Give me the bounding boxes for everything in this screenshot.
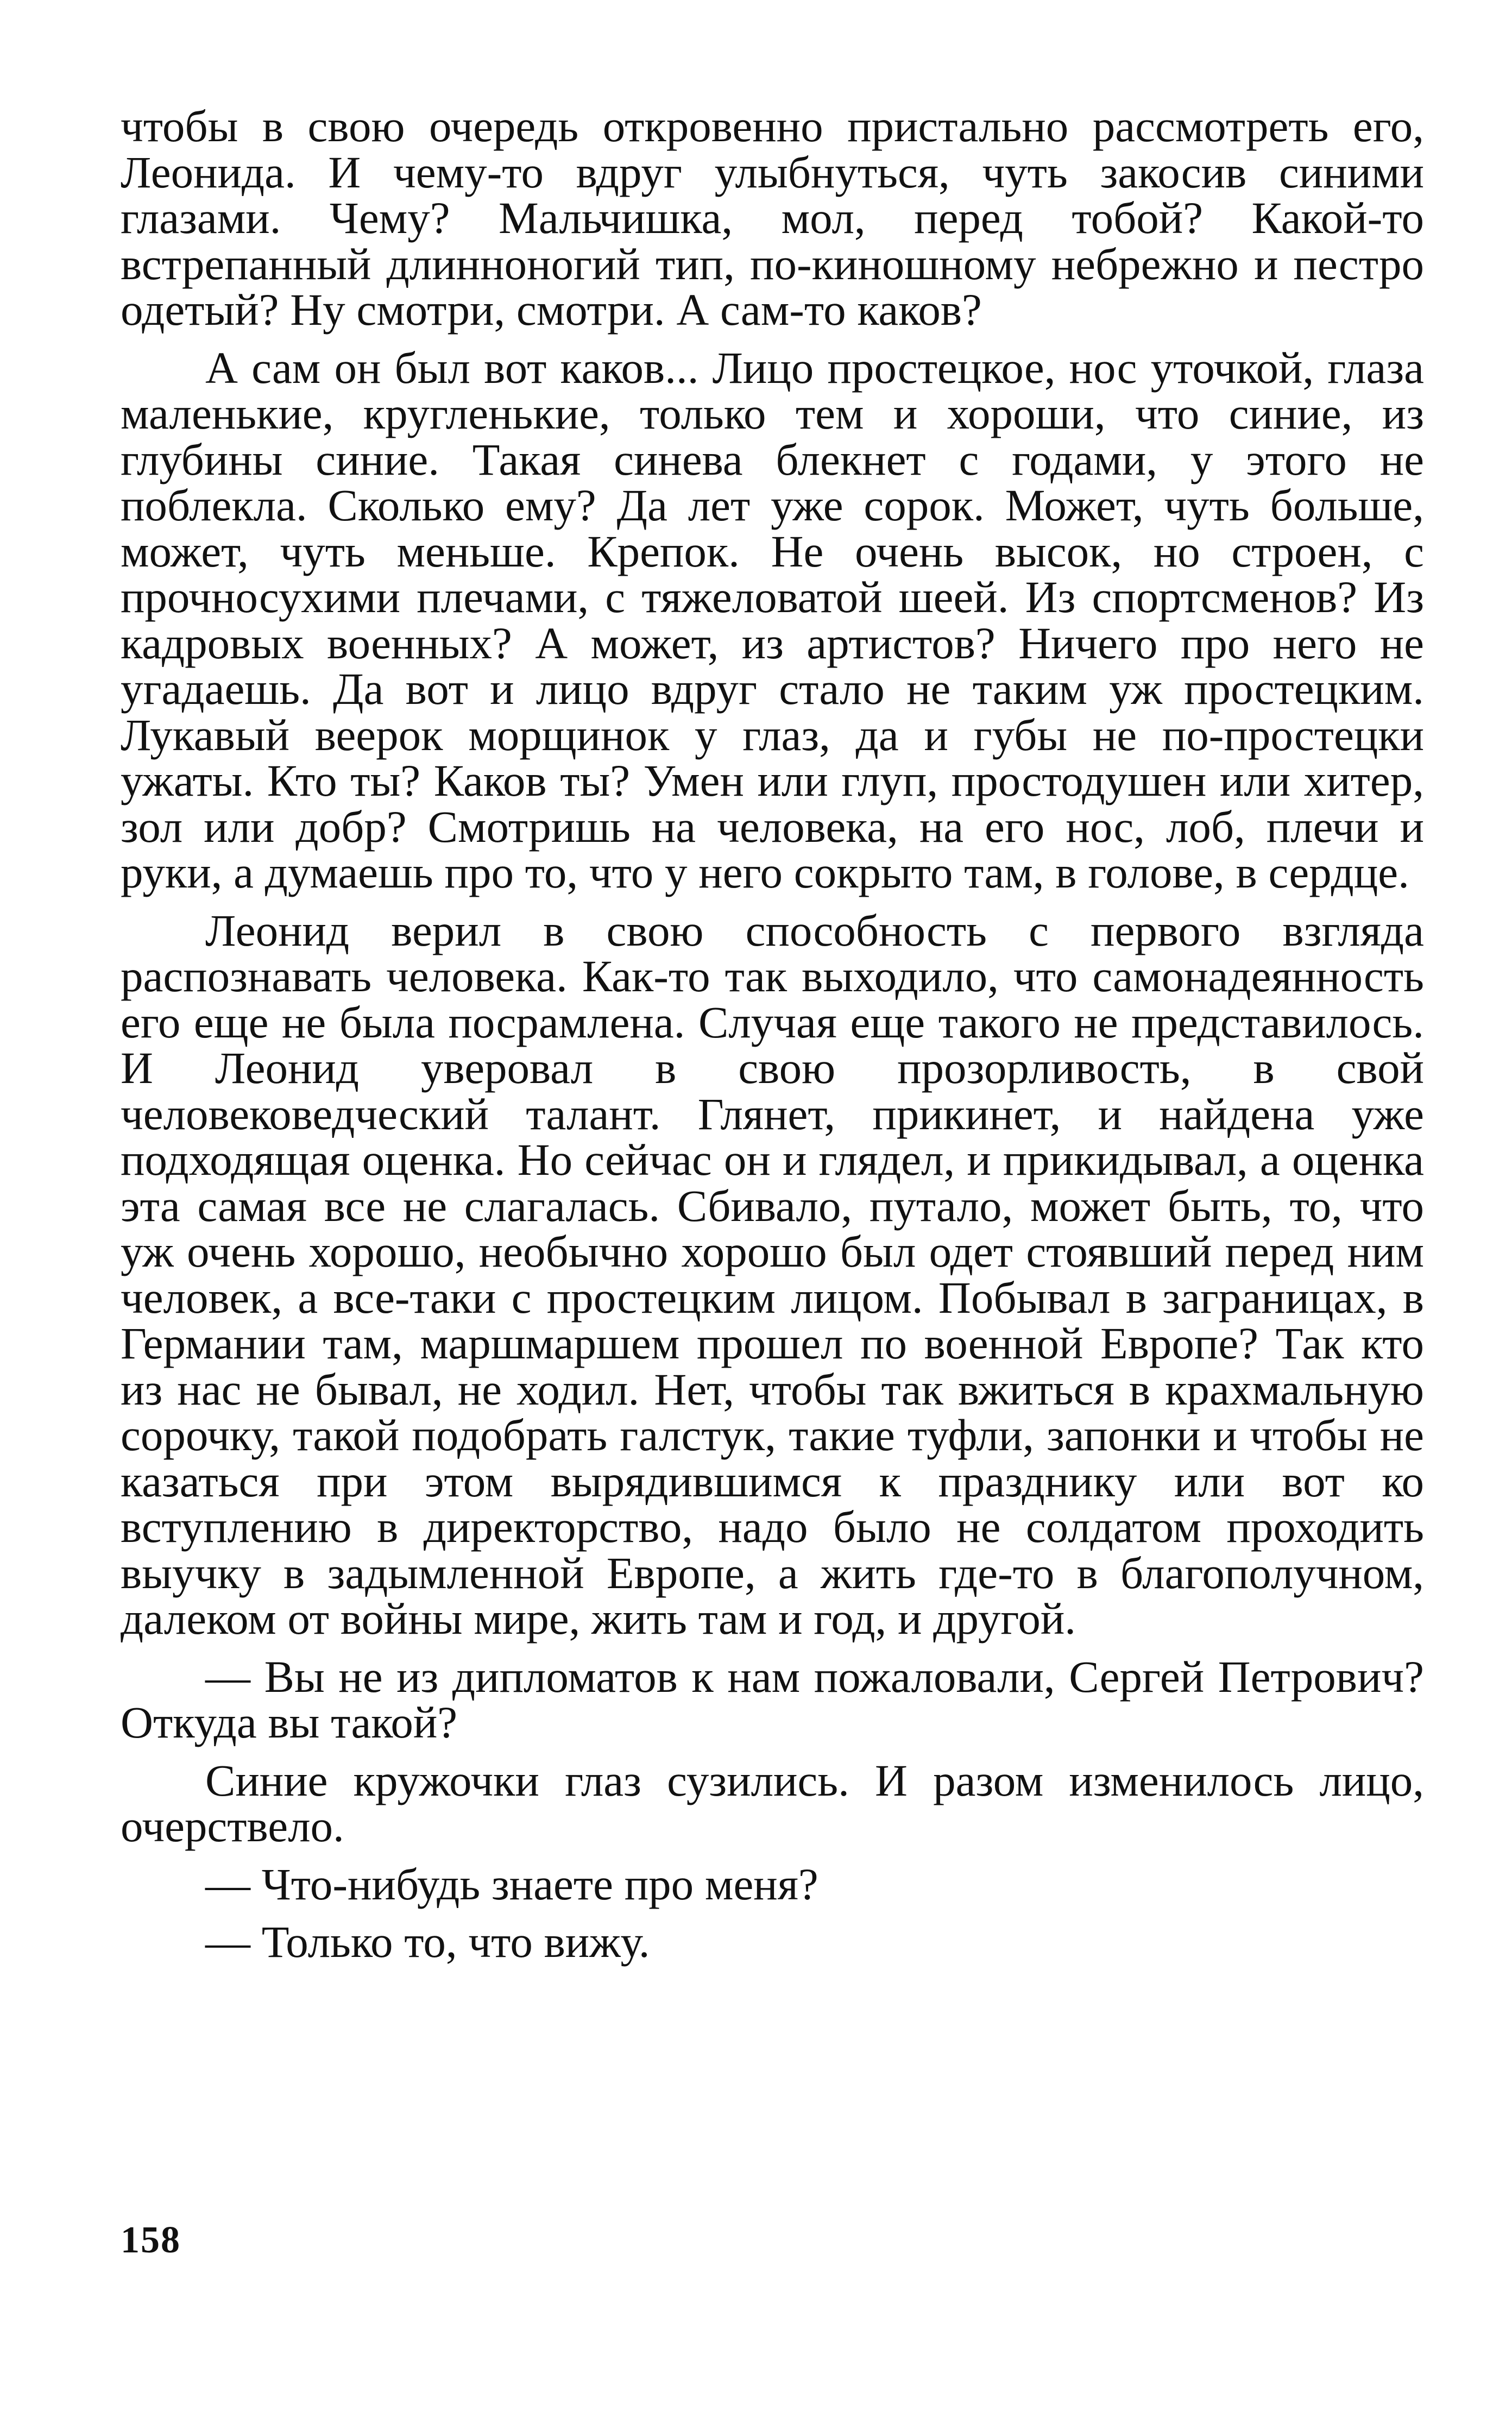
paragraph: чтобы в свою очередь откровенно пристально рассмотреть его, Леонида. И чему-то вдруг улыбнуться, чуть закосив синими глазами. Чему? Мальчишка, мол, перед тобой? Какой-то встрепанный длинноногий тип, по-киношному небрежно и пестро одетый? Ну смотри, смотри. А сам-то каков? — [121, 101, 1424, 335]
dialogue-line: — Вы не из дипломатов к нам пожаловали, Сергей Петрович? Откуда вы такой? — [121, 1651, 1424, 1747]
dialogue-line: — Только то, что вижу. — [205, 1917, 650, 1967]
paragraph: Леонид верил в свою способность с первого взгляда распознавать человека. Как-то так выходило, что самонадеянность его еще не была посрамлена. Случая еще такого не представилось. И Леонид уверовал в свою прозорливость, в свой человековедческий талант. Глянет, прикинет, и найдена уже подходящая оценка. Но сейчас он и глядел, и прикидывал, а оценка эта самая все не слагалась. Сбивало, путало, может быть, то, что уж очень хорошо, необычно хорошо был одет стоявший перед ним человек, а все-таки с простецким лицом. Побывал в заграницах, в Германии там, маршмаршем прошел по военной Европе? Так кто из нас не бывал, не ходил. Нет, чтобы так вжиться в крахмальную сорочку, такой подобрать галстук, такие туфли, запонки и чтобы не казаться при этом вырядившимся к празднику или вот ко вступлению в директорство, надо было не солдатом проходить выучку в задымленной Европе, а жить где-то в благополучном, далеком от войны мире, жить там и год, и другой. — [121, 905, 1424, 1644]
paragraph: Синие кружочки глаз сузились. И разом изменилось лицо, очерствело. — [121, 1755, 1424, 1851]
dialogue-line: — Что-нибудь знаете про меня? — [205, 1859, 818, 1909]
page-number: 158 — [121, 2219, 181, 2261]
page-text-block — [121, 103, 1424, 1965]
paragraph: А сам он был вот каков... Лицо простецкое, нос уточкой, глаза маленькие, кругленькие, только тем и хороши, что синие, из глубины синие. Такая синева блекнет с годами, у этого не поблекла. Сколько ему? Да лет уже сорок. Может, чуть больше, может, чуть меньше. Крепок. Не очень высок, но строен, с прочносухими плечами, с тяжеловатой шеей. Из спортсменов? Из кадровых военных? А может, из артистов? Ничего про него не угадаешь. Да вот и лицо вдруг стало не таким уж простецким. Лукавый веерок морщинок у глаз, да и губы не по-простецки ужаты. Кто ты? Каков ты? Умен или глуп, простодушен или хитер, зол или добр? Смотришь на человека, на его нос, лоб, плечи и руки, а думаешь про то, что у него сокрыто там, в голове, в сердце. — [121, 342, 1424, 897]
